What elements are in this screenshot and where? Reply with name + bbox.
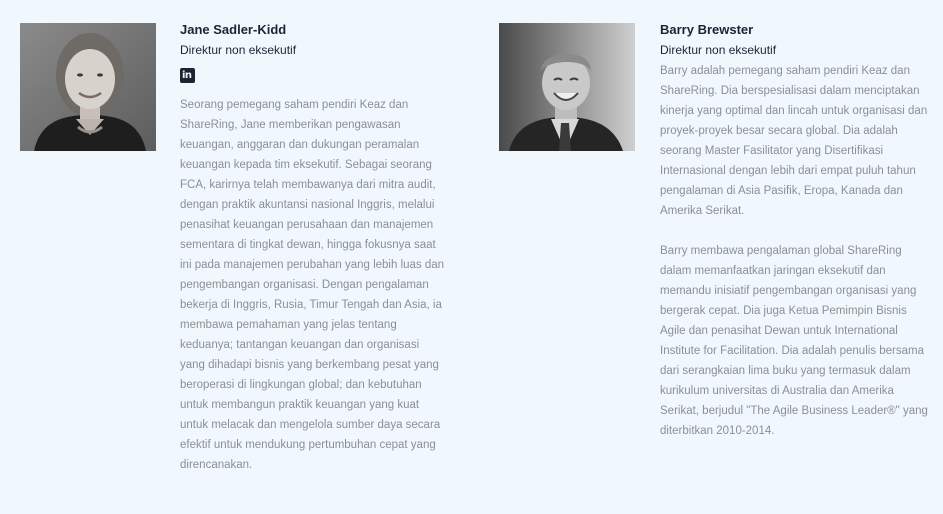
linkedin-icon[interactable] — [180, 68, 195, 83]
member-title: Direktur non eksekutif — [180, 43, 297, 57]
member-info — [660, 22, 930, 441]
member-name: Barry Brewster — [660, 22, 754, 37]
member-photo — [499, 23, 635, 151]
member-photo — [20, 23, 156, 151]
member-title: Direktur non eksekutif — [660, 43, 777, 57]
member-bio-paragraph-2: Barry membawa pengalaman global ShareRing dalam memanfaatkan jaringan eksekutif dan memandu inisiatif pengembangan organisasi yang bergerak cepat. Dia juga Ketua Pemimpin Bisnis Agile dan penasihat Dewan untuk International Institute for Facilitation. Dia adalah penulis bersama dari serangkaian lima buku yang termasuk dalam kurikulum universitas di Australia dan Amerika Serikat, berjudul "The Agile Business Leader®" yang diterbitkan 2010-2014. — [660, 245, 928, 437]
member-bio-paragraph-1: Barry adalah pemegang saham pendiri Keaz dan ShareRing. Dia berspesialisasi dalam menciptakan kinerja yang optimal dan lincah untuk organisasi dan proyek-proyek besar secara global. Dia adalah seorang Master Fasilitator yang Disertifikasi Internasional dengan lebih dari empat puluh tahun pengalaman di Asia Pasifik, Eropa, Kanada dan Amerika Serikat. — [660, 65, 928, 217]
linkedin-icon-label: in — [182, 70, 192, 81]
member-bio: Seorang pemegang saham pendiri Keaz dan ShareRing, Jane memberikan pengawasan keuangan, anggaran dan dukungan peramalan keuangan kepada tim eksekutif. Sebagai seorang FCA, karirnya telah membawanya dari mitra audit, dengan praktik akuntansi nasional Inggris, melalui penasihat keuangan perusahaan dan manajemen sementara di tingkat dewan, hingga fokusnya saat ini pada manajemen perubahan yang lebih luas dan pengembangan organisasi. Dengan pengalaman bekerja di Inggris, Rusia, Timur Tengah dan Asia, ia membawa pemahaman yang jelas tentang keduanya; tantangan keuangan dan organisasi yang dihadapi bisnis yang berkembang pesat yang beroperasi di lingkungan global; dan kebutuhan untuk membangun praktik keuangan yang kuat untuk melacak dan mengelola sumber daya secara efektif untuk mendukung pertumbuhan cepat yang direncanakan. — [180, 99, 445, 471]
member-name: Jane Sadler-Kidd — [180, 22, 287, 37]
member-info — [180, 22, 445, 475]
portrait-image — [20, 23, 156, 151]
portrait-image — [499, 23, 635, 151]
